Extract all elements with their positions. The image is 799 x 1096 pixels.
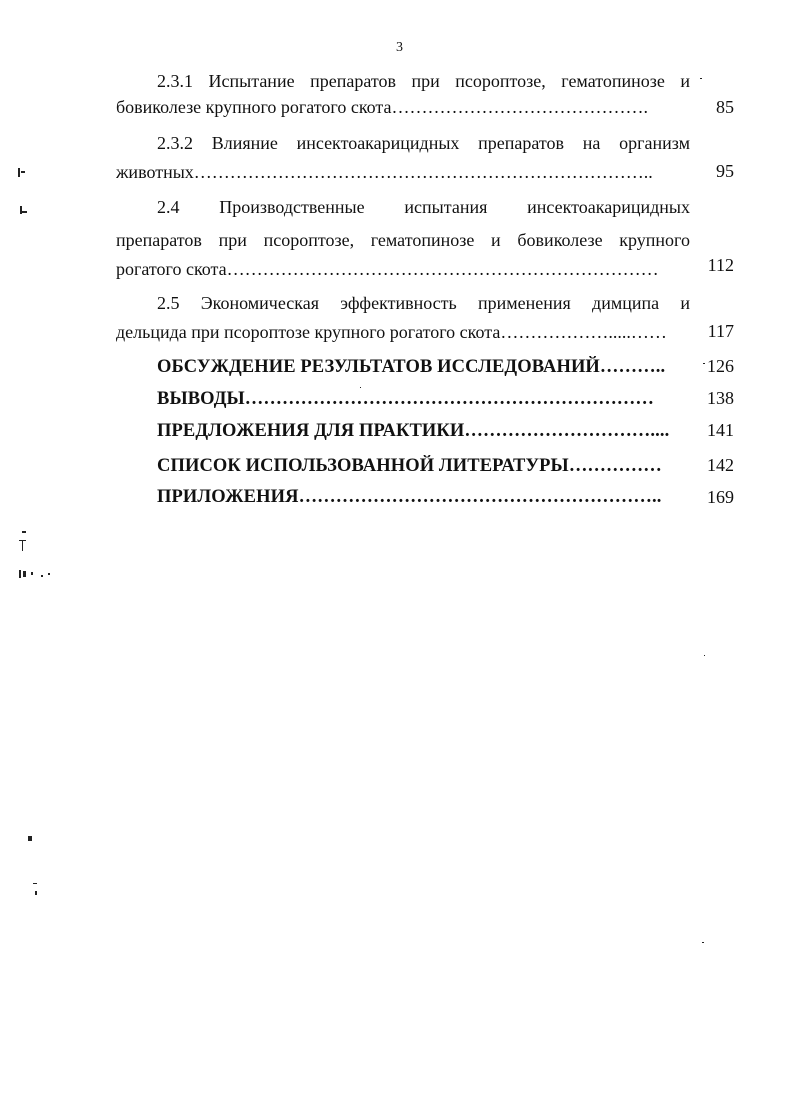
toc-entry-discussion-page: 126 bbox=[707, 356, 734, 376]
toc-entry-discussion: ОБСУЖДЕНИЕ РЕЗУЛЬТАТОВ ИССЛЕДОВАНИЙ……….. bbox=[157, 357, 666, 377]
toc-entry-2-5-line-1: 2.5 Экономическая эффективность применения димципа и bbox=[157, 293, 690, 313]
toc-entry-2-4-page: 112 bbox=[707, 255, 734, 275]
toc-entry-2-4-line-3: рогатого скота……………………………………………………………… bbox=[116, 259, 659, 279]
scan-speck bbox=[41, 575, 43, 577]
scan-speck bbox=[18, 168, 20, 177]
toc-entry-references: СПИСОК ИСПОЛЬЗОВАННОЙ ЛИТЕРАТУРЫ…………… bbox=[157, 456, 662, 476]
scan-speck bbox=[28, 836, 32, 841]
toc-entry-proposals: ПРЕДЛОЖЕНИЯ ДЛЯ ПРАКТИКИ………………………….... bbox=[157, 421, 670, 441]
toc-entry-2-4-line-1: 2.4 Производственные испытания инсектоакарицидных bbox=[157, 197, 690, 217]
scan-speck bbox=[702, 942, 704, 943]
toc-entry-2-3-1-page: 85 bbox=[716, 97, 734, 117]
scan-speck bbox=[22, 541, 23, 551]
toc-entry-2-5-page: 117 bbox=[707, 321, 734, 341]
toc-entry-2-3-2-page: 95 bbox=[716, 161, 734, 181]
toc-entry-2-5-line-2: дельцида при псороптозе крупного рогатого скота……………….....…… bbox=[116, 322, 667, 342]
scan-speck bbox=[22, 211, 27, 213]
scan-speck bbox=[704, 655, 705, 656]
scan-speck bbox=[35, 891, 37, 895]
scan-speck bbox=[700, 78, 702, 79]
toc-entry-conclusions-page: 138 bbox=[707, 388, 734, 408]
toc-entry-2-3-2-line-1: 2.3.2 Влияние инсектоакарицидных препаратов на организм bbox=[157, 133, 690, 153]
scan-speck bbox=[22, 531, 26, 533]
scan-speck bbox=[360, 387, 361, 388]
scan-speck bbox=[19, 570, 21, 578]
toc-entry-2-3-1-line-2: бовиколезе крупного рогатого скота……………………………………. bbox=[116, 97, 649, 117]
toc-entry-references-page: 142 bbox=[707, 455, 734, 475]
page-number: 3 bbox=[396, 40, 403, 55]
scan-speck bbox=[23, 571, 26, 577]
toc-entry-appendices-page: 169 bbox=[707, 487, 734, 507]
toc-entry-appendices: ПРИЛОЖЕНИЯ………………………………………………….. bbox=[157, 487, 662, 507]
scan-speck bbox=[703, 363, 705, 364]
toc-entry-2-4-line-2: препаратов при псороптозе, гематопинозе и бовиколезе крупного bbox=[116, 230, 690, 250]
scan-speck bbox=[48, 573, 50, 575]
scan-speck bbox=[31, 572, 33, 575]
toc-entry-conclusions: ВЫВОДЫ………………………………………………………… bbox=[157, 389, 655, 409]
scan-speck bbox=[21, 171, 25, 173]
toc-entry-proposals-page: 141 bbox=[707, 420, 734, 440]
scan-speck bbox=[33, 883, 37, 884]
toc-entry-2-3-1-line-1: 2.3.1 Испытание препаратов при псороптозе, гематопинозе и bbox=[157, 71, 690, 91]
toc-entry-2-3-2-line-2: животных………………………………………………………………….. bbox=[116, 162, 653, 182]
